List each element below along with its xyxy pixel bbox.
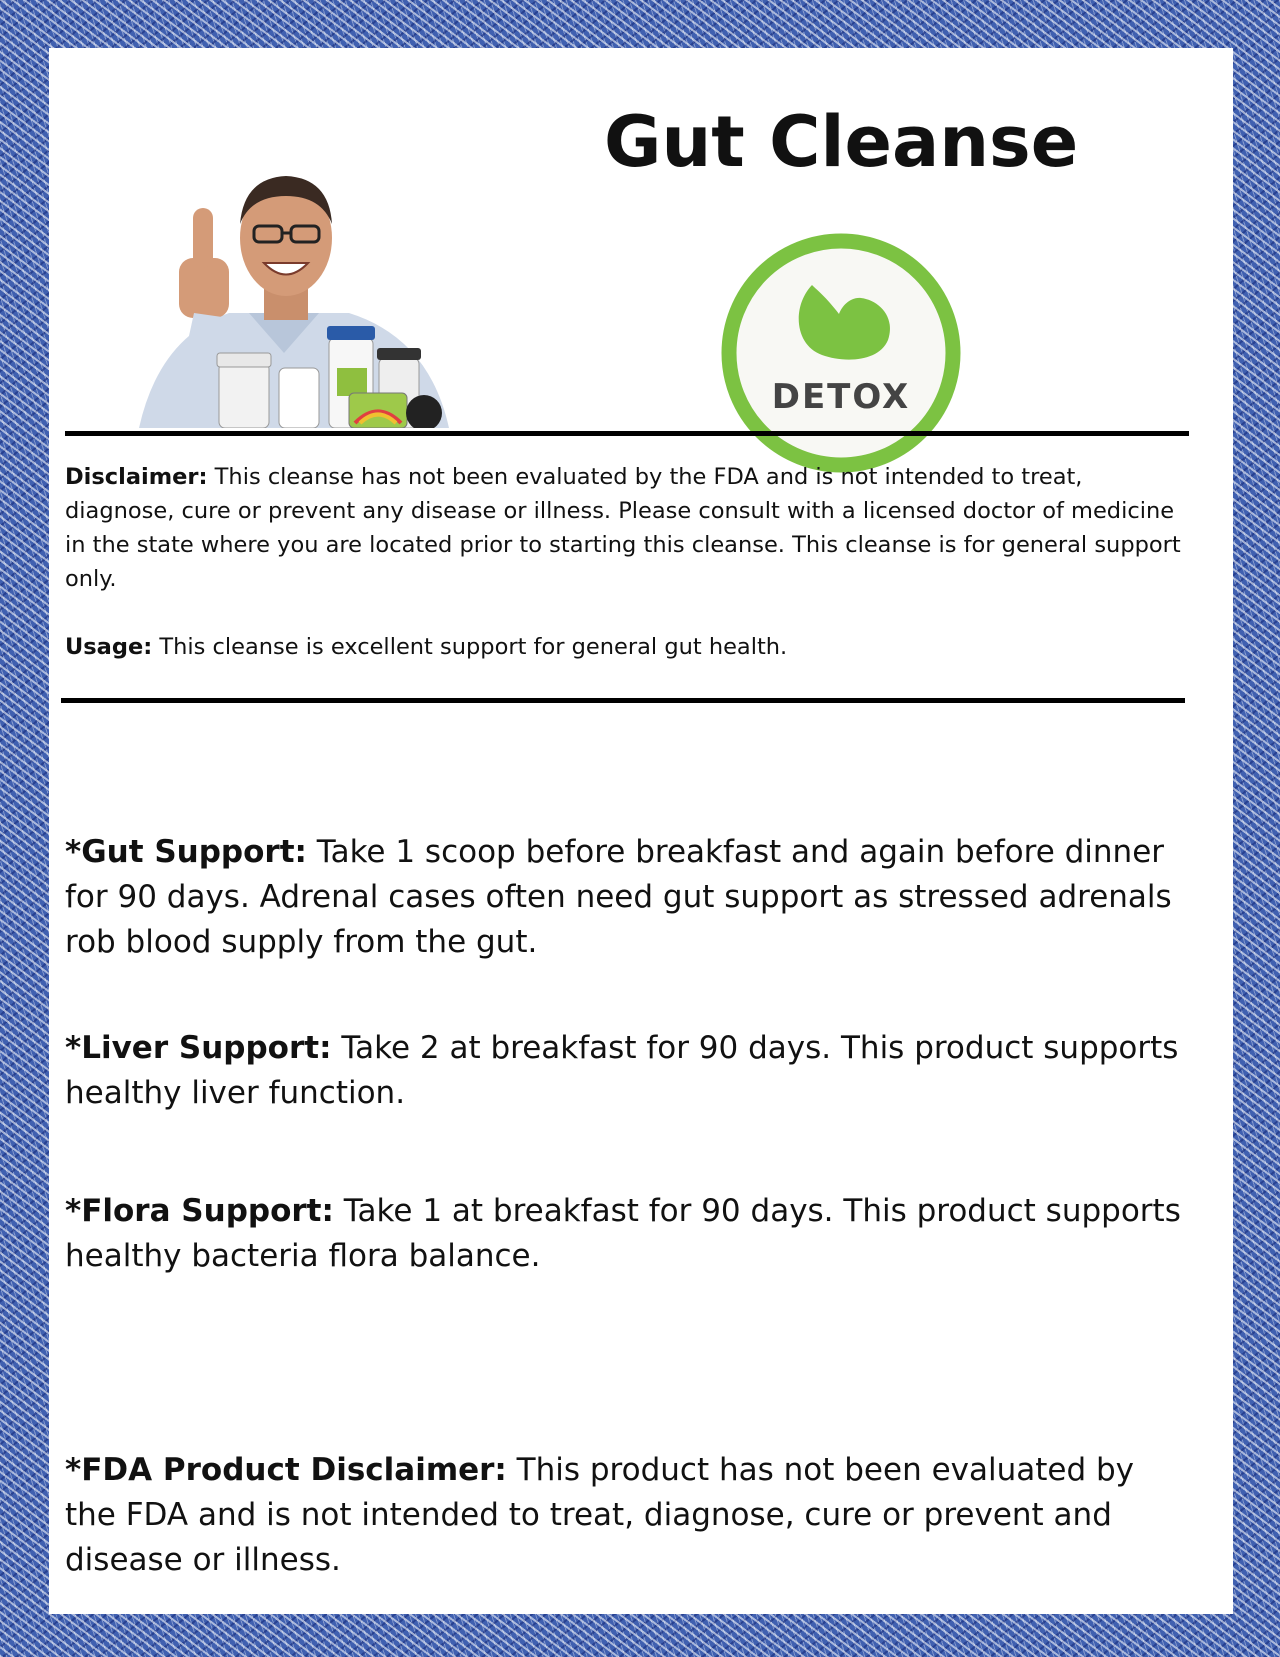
usage-paragraph bbox=[65, 630, 1185, 664]
disclaimer-text: This cleanse has not been evaluated by the FDA and is not intended to treat, diagnose, cure or prevent any disease or illness. Please consult with a licensed doctor of medicine in the state where you are located prior to starting this cleanse. This cleanse is for general support only. bbox=[65, 464, 1181, 592]
fda-disclaimer-text: This product has not been evaluated by the FDA and is not intended to treat, diagnose, cure or prevent and disease or illness. bbox=[65, 1452, 1135, 1578]
disclaimer-paragraph bbox=[65, 460, 1185, 596]
gut-support-paragraph bbox=[65, 830, 1185, 965]
gut-support-label: *Gut Support: bbox=[65, 834, 307, 870]
gut-support-text: Take 1 scoop before breakfast and again before dinner for 90 days. Adrenal cases often need gut support as stressed adrenals rob blood supply from the gut. bbox=[65, 834, 1172, 960]
detox-badge bbox=[716, 228, 966, 478]
disclaimer-label: Disclaimer: bbox=[65, 464, 208, 490]
fda-disclaimer-label: *FDA Product Disclaimer: bbox=[65, 1452, 507, 1488]
liver-support-text: Take 2 at breakfast for 90 days. This product supports healthy liver function. bbox=[65, 1030, 1179, 1111]
divider-bottom bbox=[61, 698, 1185, 703]
usage-text: This cleanse is excellent support for general gut health. bbox=[152, 634, 788, 660]
flora-support-label: *Flora Support: bbox=[65, 1193, 334, 1229]
fda-disclaimer-paragraph bbox=[65, 1448, 1185, 1583]
badge-label: DETOX bbox=[771, 377, 911, 417]
flora-support-text: Take 1 at breakfast for 90 days. This product supports healthy bacteria flora balance. bbox=[65, 1193, 1181, 1274]
liver-support-paragraph bbox=[65, 1026, 1185, 1116]
usage-label: Usage: bbox=[65, 634, 153, 660]
doctor-with-supplements-photo bbox=[99, 138, 469, 428]
document-page bbox=[49, 48, 1233, 1614]
liver-support-label: *Liver Support: bbox=[65, 1030, 332, 1066]
flora-support-paragraph bbox=[65, 1189, 1185, 1279]
divider-top bbox=[65, 431, 1189, 436]
page-title: Gut Cleanse bbox=[604, 101, 1079, 183]
